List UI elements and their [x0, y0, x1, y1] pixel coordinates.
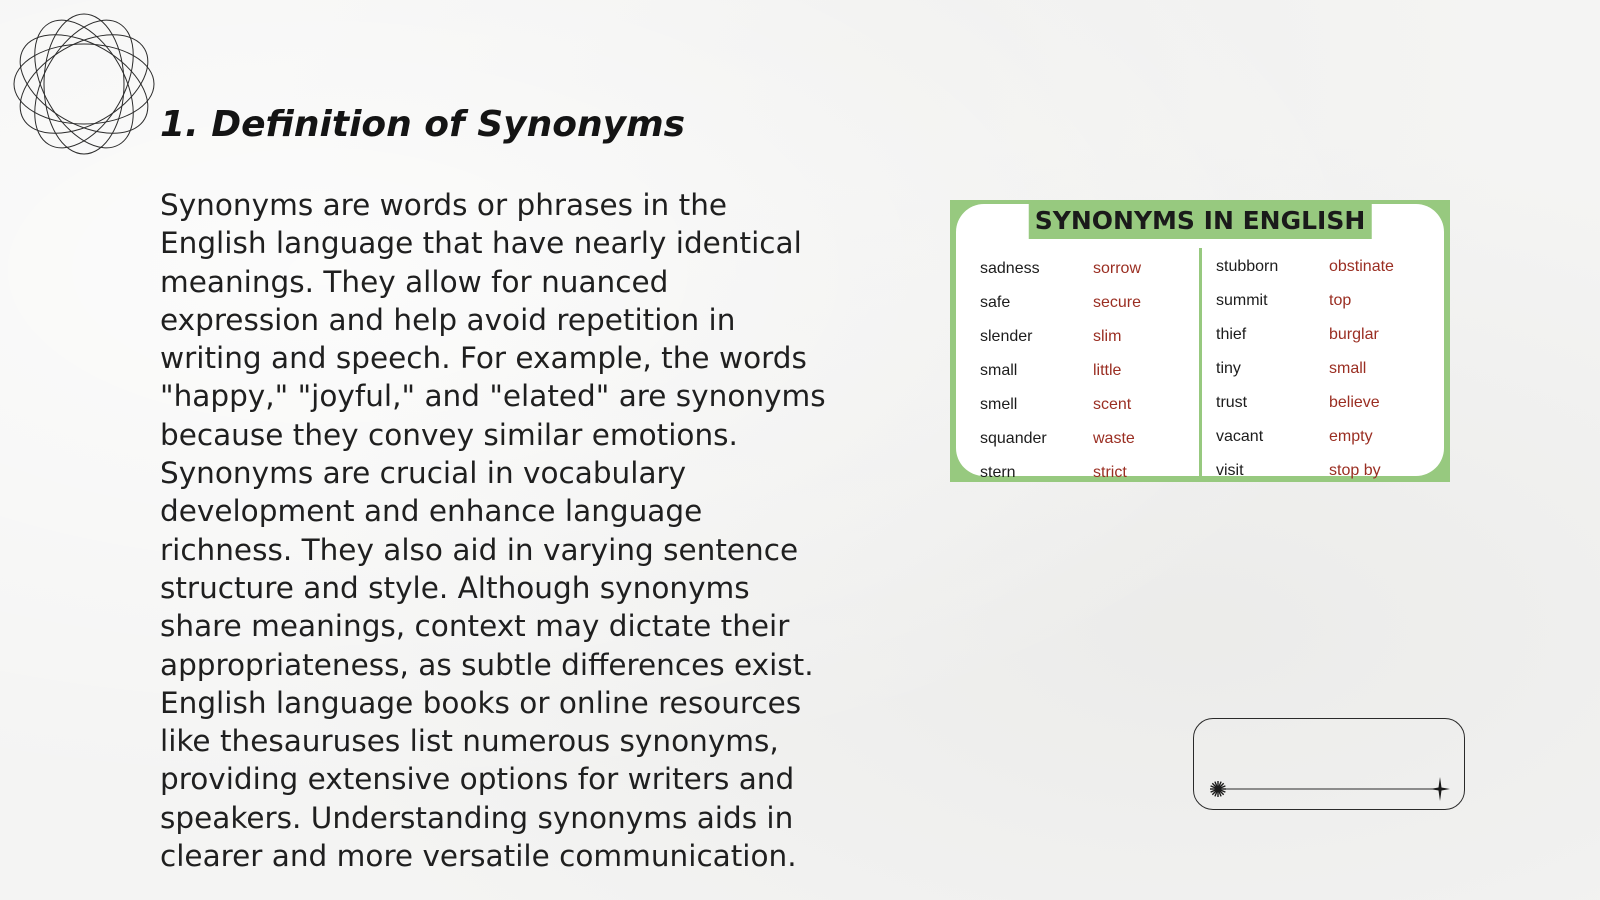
synonym-row: [980, 388, 1141, 422]
synonym-match: stop by: [1329, 462, 1381, 479]
synonym-word: sadness: [980, 260, 1040, 277]
synonym-match: small: [1329, 360, 1367, 377]
synonym-match: little: [1093, 362, 1122, 379]
synonym-row: [980, 286, 1141, 320]
synonym-row: [1216, 318, 1394, 352]
synonym-match: burglar: [1329, 326, 1379, 343]
synonym-match: waste: [1093, 430, 1135, 447]
synonym-word: summit: [1216, 292, 1268, 309]
synonym-word: stubborn: [1216, 258, 1279, 275]
synonym-word: safe: [980, 294, 1011, 311]
synonym-match: secure: [1093, 294, 1142, 311]
synonym-match: slim: [1093, 328, 1122, 345]
synonym-match: obstinate: [1329, 258, 1394, 275]
synonym-row: [980, 252, 1141, 286]
synonym-word: stern: [980, 464, 1016, 481]
decorative-line: [1194, 719, 1466, 811]
synonym-word: trust: [1216, 394, 1248, 411]
synonym-match: strict: [1093, 464, 1127, 481]
synonym-word: tiny: [1216, 360, 1241, 377]
synonym-word: thief: [1216, 326, 1247, 343]
synonym-word: vacant: [1216, 428, 1264, 445]
left-synonym-column: [980, 252, 1141, 490]
synonym-row: [980, 456, 1141, 490]
synonym-row: [1216, 284, 1394, 318]
synonym-match: top: [1329, 292, 1352, 309]
synonym-match: sorrow: [1093, 260, 1142, 277]
overlapping-circles-icon: [8, 8, 160, 160]
synonyms-table-panel: [956, 204, 1444, 481]
synonym-row: [1216, 454, 1394, 488]
synonym-word: squander: [980, 430, 1047, 447]
synonym-word: visit: [1216, 462, 1244, 479]
synonym-row: [980, 422, 1141, 456]
synonym-row: [1216, 352, 1394, 386]
slide-title: 1. Definition of Synonyms: [160, 104, 686, 145]
right-synonym-column: [1216, 250, 1394, 488]
synonym-row: [980, 354, 1141, 388]
synonym-row: [980, 320, 1141, 354]
sparkle-icon: [1430, 777, 1450, 801]
synonyms-table-image: [950, 200, 1450, 482]
synonym-row: [1216, 250, 1394, 284]
synonym-row: [1216, 386, 1394, 420]
synonym-match: believe: [1329, 394, 1380, 411]
synonym-match: empty: [1329, 428, 1373, 445]
synonym-match: scent: [1093, 396, 1132, 413]
synonym-word: slender: [980, 328, 1033, 345]
synonym-word: small: [980, 362, 1018, 379]
definition-paragraph: Synonyms are words or phrases in the English language that have nearly identical meanings. They allow for nuanced expression and help avoid repetition in writing and speech. For example, the words "happy," "joyful," and "elated" are synonyms because they convey similar emotions. Synonyms are crucial in vocabulary development and enhance language richness. They also aid in varying sentence structure and style. Although synonyms share meanings, context may dictate their appropriateness, as subtle differences exist. English language books or online resources like thesauruses list numerous synonyms, providing extensive options for writers and speakers. Understanding synonyms aids in clearer and more versatile communication.: [160, 188, 826, 874]
column-divider: [1199, 248, 1202, 476]
starburst-icon: [1210, 781, 1226, 797]
synonym-word: smell: [980, 396, 1018, 413]
synonym-row: [1216, 420, 1394, 454]
synonyms-table-heading: SYNONYMS IN ENGLISH: [1029, 200, 1372, 239]
decorative-line-box: [1193, 718, 1465, 810]
